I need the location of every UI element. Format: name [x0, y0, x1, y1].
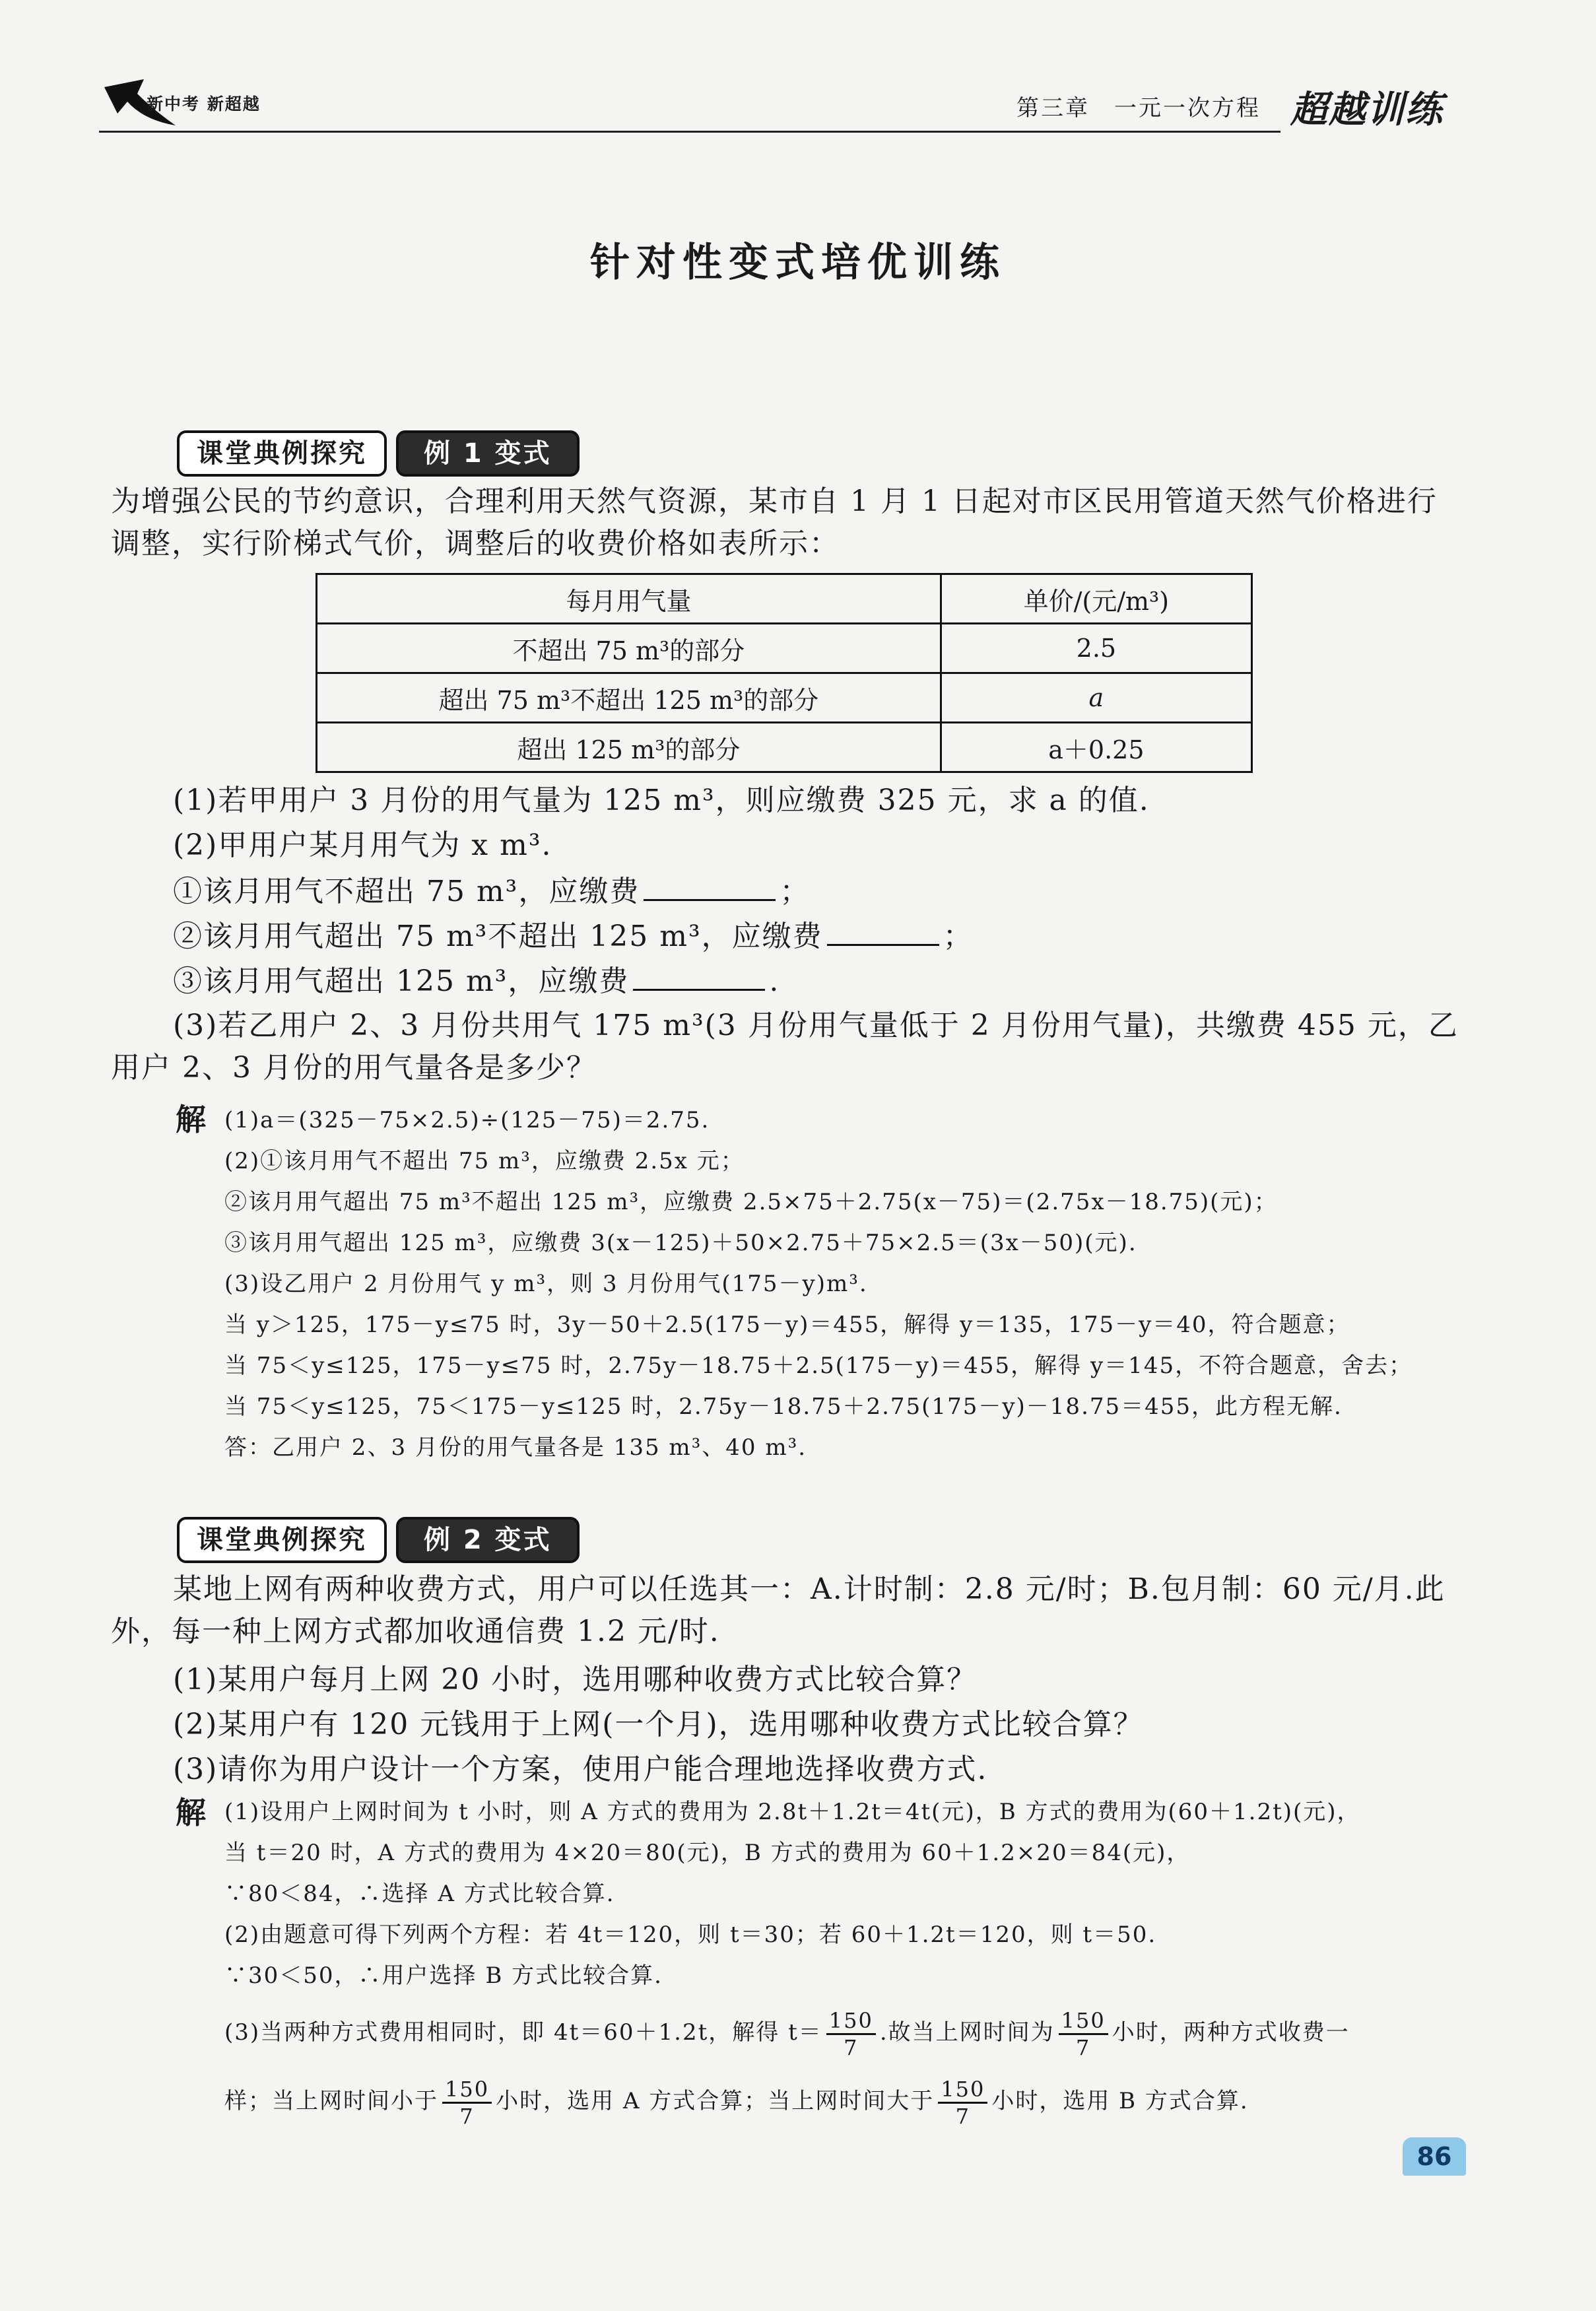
fraction-denominator: 7: [1075, 2034, 1091, 2060]
section1-question-2-2: [173, 915, 974, 958]
section1-question-3: (3)若乙用户 2、3 月份共用气 175 m³(3 月份用气量低于 2 月份用气量)，共缴费 455 元，乙用户 2、3 月份的用气量各是多少？: [111, 1009, 1459, 1085]
question-text: ①该月用气不超出 75 m³，应缴费: [173, 875, 640, 908]
fraction: [938, 2077, 987, 2129]
section1-question-2-3: [173, 960, 780, 1003]
section2-intro: 某地上网有两种收费方式，用户可以任选其一：A.计时制：2.8 元/时；B.包月制：60 元/月.此外，每一种上网方式都加收通信费 1.2 元/时.: [111, 1572, 1446, 1648]
table-header-row: [317, 574, 1252, 624]
section1-intro: 为增强公民的节约意识，合理利用天然气资源，某市自 1 月 1 日起对市区民用管道天然气价格进行调整，实行阶梯式气价，调整后的收费价格如表所示：: [111, 485, 1438, 560]
solution-line: (3)设乙用户 2 月份用气 y m³，则 3 月份用气(175－y)m³.: [224, 1271, 868, 1297]
fraction: [442, 2077, 492, 2129]
header-series-label: 新中考 新超越: [147, 94, 261, 114]
table-row: [317, 673, 1252, 723]
section2-tags: [177, 1517, 580, 1563]
section1-question-2: (2)甲用户某月用气为 x m³.: [173, 828, 552, 862]
question-text: ②该月用气超出 75 m³不超出 125 m³，应缴费: [173, 920, 823, 953]
fraction-numerator: 150: [938, 2077, 987, 2104]
solution-line: 当 75＜y≤125，75＜175－y≤125 时，2.75y－18.75＋2.75(175－y)－18.75＝455，此方程无解.: [224, 1393, 1343, 1420]
solution-line: 当 75＜y≤125，175－y≤75 时，2.75y－18.75＋2.5(175－y)＝455，解得 y＝145，不符合题意，舍去；: [224, 1353, 1413, 1379]
question-text: ③该月用气超出 125 m³，应缴费: [173, 964, 630, 998]
table-row: [317, 624, 1252, 673]
solution-line: (2)①该月用气不超出 75 m³，应缴费 2.5x 元；: [224, 1148, 745, 1174]
solution-text: 小时，选用 A 方式合算；当上网时间大于: [496, 2088, 935, 2114]
solution-line: ∵30＜50，∴用户选择 B 方式比较合算.: [224, 1962, 663, 1989]
table-cell: a: [941, 673, 1251, 723]
section2-question-1: (1)某用户每月上网 20 小时，选用哪种收费方式比较合算？: [173, 1663, 978, 1696]
header-brand: 超越训练: [1290, 88, 1444, 131]
table-cell: 超出 75 m³不超出 125 m³的部分: [317, 673, 941, 723]
fraction-numerator: 150: [826, 2008, 876, 2035]
table-header-cell: 单价/(元/m³): [941, 574, 1251, 624]
section1-solution-label: 解: [176, 1102, 206, 1137]
solution-text: 小时，选用 B 方式合算.: [991, 2088, 1249, 2114]
fraction: [826, 2008, 876, 2060]
solution-line: ③该月用气超出 125 m³，应缴费 3(x－125)＋50×2.75＋75×2.5＝(3x－50)(元).: [224, 1230, 1137, 1256]
fraction-denominator: 7: [459, 2103, 475, 2129]
solution-line: 答：乙用户 2、3 月份的用气量各是 135 m³、40 m³.: [224, 1434, 807, 1461]
solution-text: 小时，两种方式收费一: [1112, 2019, 1350, 2046]
answer-blank[interactable]: [644, 873, 776, 901]
table-row: [317, 723, 1252, 772]
section1-tag-dark: 例 1 变式: [396, 430, 580, 477]
section2-question-3: (3)请你为用户设计一个方案，使用户能合理地选择收费方式.: [173, 1753, 988, 1786]
solution-text: 样；当上网时间小于: [224, 2088, 438, 2114]
solution-text: .故当上网时间为: [879, 2019, 1055, 2046]
punctuation: ；: [943, 920, 974, 953]
section1-question-1: (1)若甲用户 3 月份的用气量为 125 m³，则应缴费 325 元，求 a 的值.: [173, 784, 1150, 817]
solution-text: (3)当两种方式费用相同时，即 4t＝60＋1.2t，解得 t＝: [224, 2019, 822, 2046]
answer-blank[interactable]: [827, 918, 939, 946]
table-cell: a＋0.25: [941, 723, 1251, 772]
section2-tag-outline: 课堂典例探究: [177, 1517, 387, 1563]
section1-question-2-1: [173, 870, 810, 914]
header-divider: [99, 131, 1280, 133]
solution-line: 当 t＝20 时，A 方式的费用为 4×20＝80(元)，B 方式的费用为 60＋1.2×20＝84(元)，: [224, 1840, 1191, 1866]
solution-line: (1)a＝(325－75×2.5)÷(125－75)＝2.75.: [224, 1107, 710, 1133]
gas-price-table: [316, 573, 1253, 773]
table-cell: 超出 125 m³的部分: [317, 723, 941, 772]
solution-line-3a: [224, 2004, 1350, 2061]
table-cell: 不超出 75 m³的部分: [317, 624, 941, 673]
table-header-cell: 每月用气量: [317, 574, 941, 624]
answer-blank[interactable]: [633, 962, 765, 991]
solution-line: (2)由题意可得下列两个方程：若 4t＝120，则 t＝30；若 60＋1.2t＝120，则 t＝50.: [224, 1922, 1157, 1948]
section2-tag-dark: 例 2 变式: [396, 1517, 580, 1563]
fraction-numerator: 150: [442, 2077, 492, 2104]
section1-tags: [177, 430, 580, 477]
section2-question-2: (2)某用户有 120 元钱用于上网(一个月)，选用哪种收费方式比较合算？: [173, 1708, 1144, 1741]
page-number: 86: [1403, 2137, 1466, 2176]
fraction: [1059, 2008, 1108, 2060]
solution-line: ∵80＜84，∴选择 A 方式比较合算.: [224, 1881, 615, 1907]
section1-tag-outline: 课堂典例探究: [177, 430, 387, 477]
punctuation: ；: [780, 875, 811, 908]
solution-line: (1)设用户上网时间为 t 小时，则 A 方式的费用为 2.8t＋1.2t＝4t(元)，B 方式的费用为(60＋1.2t)(元)，: [224, 1799, 1361, 1825]
fraction-denominator: 7: [955, 2103, 970, 2129]
table-cell: 2.5: [941, 624, 1251, 673]
section2-solution-label: 解: [176, 1795, 206, 1830]
solution-line: 当 y＞125，175－y≤75 时，3y－50＋2.5(175－y)＝455，解得 y＝135，175－y＝40，符合题意；: [224, 1312, 1350, 1338]
header-chapter: 第三章 一元一次方程: [1016, 95, 1261, 121]
solution-line: ②该月用气超出 75 m³不超出 125 m³，应缴费 2.5×75＋2.75(x－75)＝(2.75x－18.75)(元)；: [224, 1189, 1278, 1215]
punctuation: .: [769, 964, 780, 998]
solution-line-3b: [224, 2073, 1249, 2129]
page-title: 针对性变式培优训练: [590, 240, 1006, 286]
fraction-numerator: 150: [1059, 2008, 1108, 2035]
fraction-denominator: 7: [844, 2034, 859, 2060]
